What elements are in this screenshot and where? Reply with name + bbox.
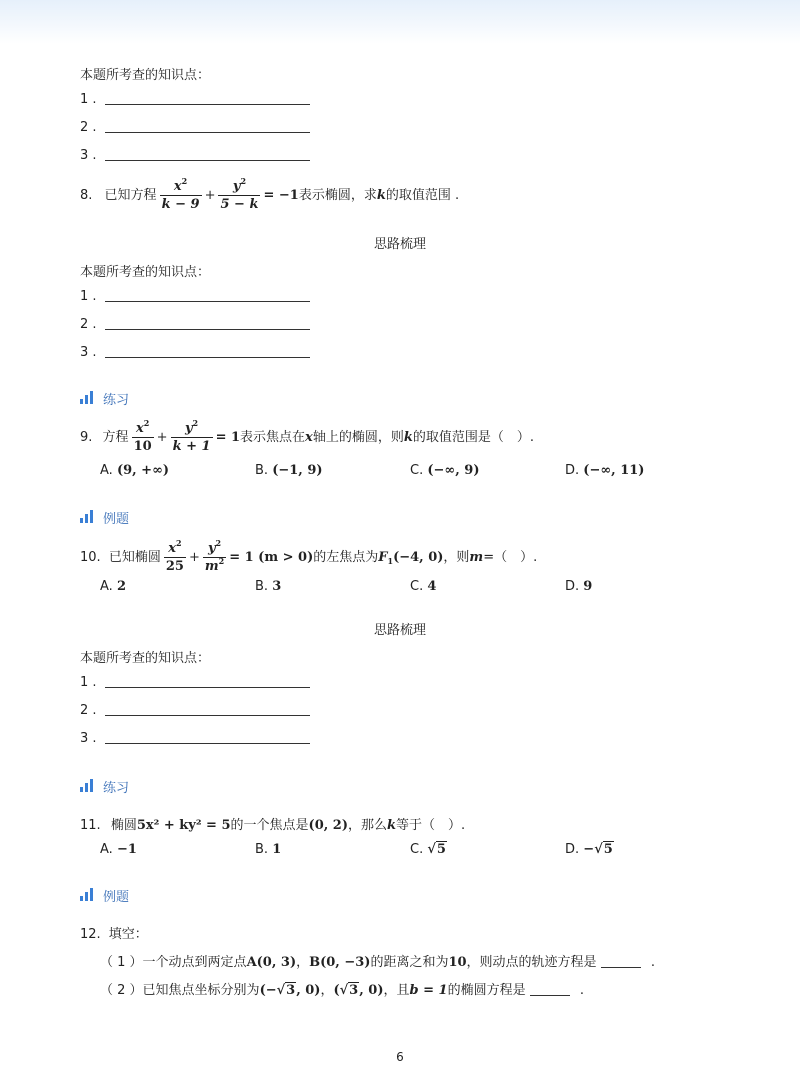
- blank-line-2: 2 .: [80, 120, 310, 135]
- example-section-heading: 例题: [80, 508, 129, 526]
- example-section-heading: 例题: [80, 886, 129, 904]
- blank-line-1: 1 .: [80, 92, 310, 107]
- page-number: 6: [396, 1050, 404, 1064]
- blank-line-2: 2 .: [80, 703, 310, 718]
- header-band: [0, 0, 800, 44]
- practice-section-heading: 练习: [80, 777, 129, 795]
- option-b[interactable]: B. 3: [255, 579, 282, 594]
- option-a[interactable]: A. (9, +∞): [100, 463, 170, 478]
- question-9: 9. 方程 $\frac{x^2}{10}$ + $\frac{y^2}{k + 1}$ = 1表示焦点在x轴上的椭圆，则k的取值范围是（ ）.: [80, 418, 534, 454]
- knowledge-label: 本题所考查的知识点：: [80, 265, 211, 280]
- fraction: $\frac{y^2}{5 - k}$: [220, 176, 259, 212]
- fraction: $\frac{x^2}{k - 9}$: [161, 176, 200, 212]
- thought-heading-2: 思路梳理: [373, 623, 426, 638]
- knowledge-label: 本题所考查的知识点：: [80, 68, 211, 83]
- bar-chart-icon: [80, 889, 95, 901]
- option-d[interactable]: D. 9: [565, 579, 593, 594]
- bar-chart-icon: [80, 392, 95, 404]
- question-11: 11. 椭圆5x² + ky² = 5的一个焦点是(0, 2)，那么k等于（ ）.: [80, 818, 466, 833]
- knowledge-label: 本题所考查的知识点：: [80, 651, 211, 666]
- blank-line-3: 3 .: [80, 731, 310, 746]
- option-c[interactable]: C. 4: [410, 579, 437, 594]
- blank-line-3: 3 .: [80, 148, 310, 163]
- option-d[interactable]: D. (−∞, 11): [565, 463, 645, 478]
- option-d[interactable]: D. −√5: [565, 842, 613, 857]
- question-12-part-2: （ 2 ）已知焦点坐标分别为(−√3, 0)，(√3, 0)，且b = 1的椭圆方程是 .: [100, 983, 585, 998]
- answer-blank[interactable]: [601, 955, 641, 968]
- option-c[interactable]: C. √5: [410, 842, 446, 857]
- option-a[interactable]: A. 2: [100, 579, 126, 594]
- bar-chart-icon: [80, 780, 95, 792]
- option-c[interactable]: C. (−∞, 9): [410, 463, 480, 478]
- bar-chart-icon: [80, 511, 95, 523]
- blank-line-1: 1 .: [80, 289, 310, 304]
- question-12-part-1: （ 1 ）一个动点到两定点A(0, 3)，B(0, −3)的距离之和为10，则动点的轨迹方程是 .: [100, 955, 655, 970]
- option-b[interactable]: B. 1: [255, 842, 282, 857]
- question-10: 10. 已知椭圆 $\frac{x^2}{25}$ + $\frac{y^2}{m^2}$ = 1 (m > 0)的左焦点为$F_1(-4$, 0)，则m=（ ）.: [80, 538, 538, 574]
- question-8: 8. 已知方程 $\frac{x^2}{k - 9}$ + $\frac{y^2}{5 - k}$ = −1表示椭圆，求k的取值范围 .: [80, 176, 460, 212]
- blank-line-3: 3 .: [80, 345, 310, 360]
- thought-heading-1: 思路梳理: [373, 237, 426, 252]
- question-12: 12. 填空：: [80, 927, 148, 942]
- answer-blank[interactable]: [530, 983, 570, 996]
- option-b[interactable]: B. (−1, 9): [255, 463, 323, 478]
- option-a[interactable]: A. −1: [100, 842, 137, 857]
- blank-line-2: 2 .: [80, 317, 310, 332]
- practice-section-heading: 练习: [80, 389, 129, 407]
- blank-line-1: 1 .: [80, 675, 310, 690]
